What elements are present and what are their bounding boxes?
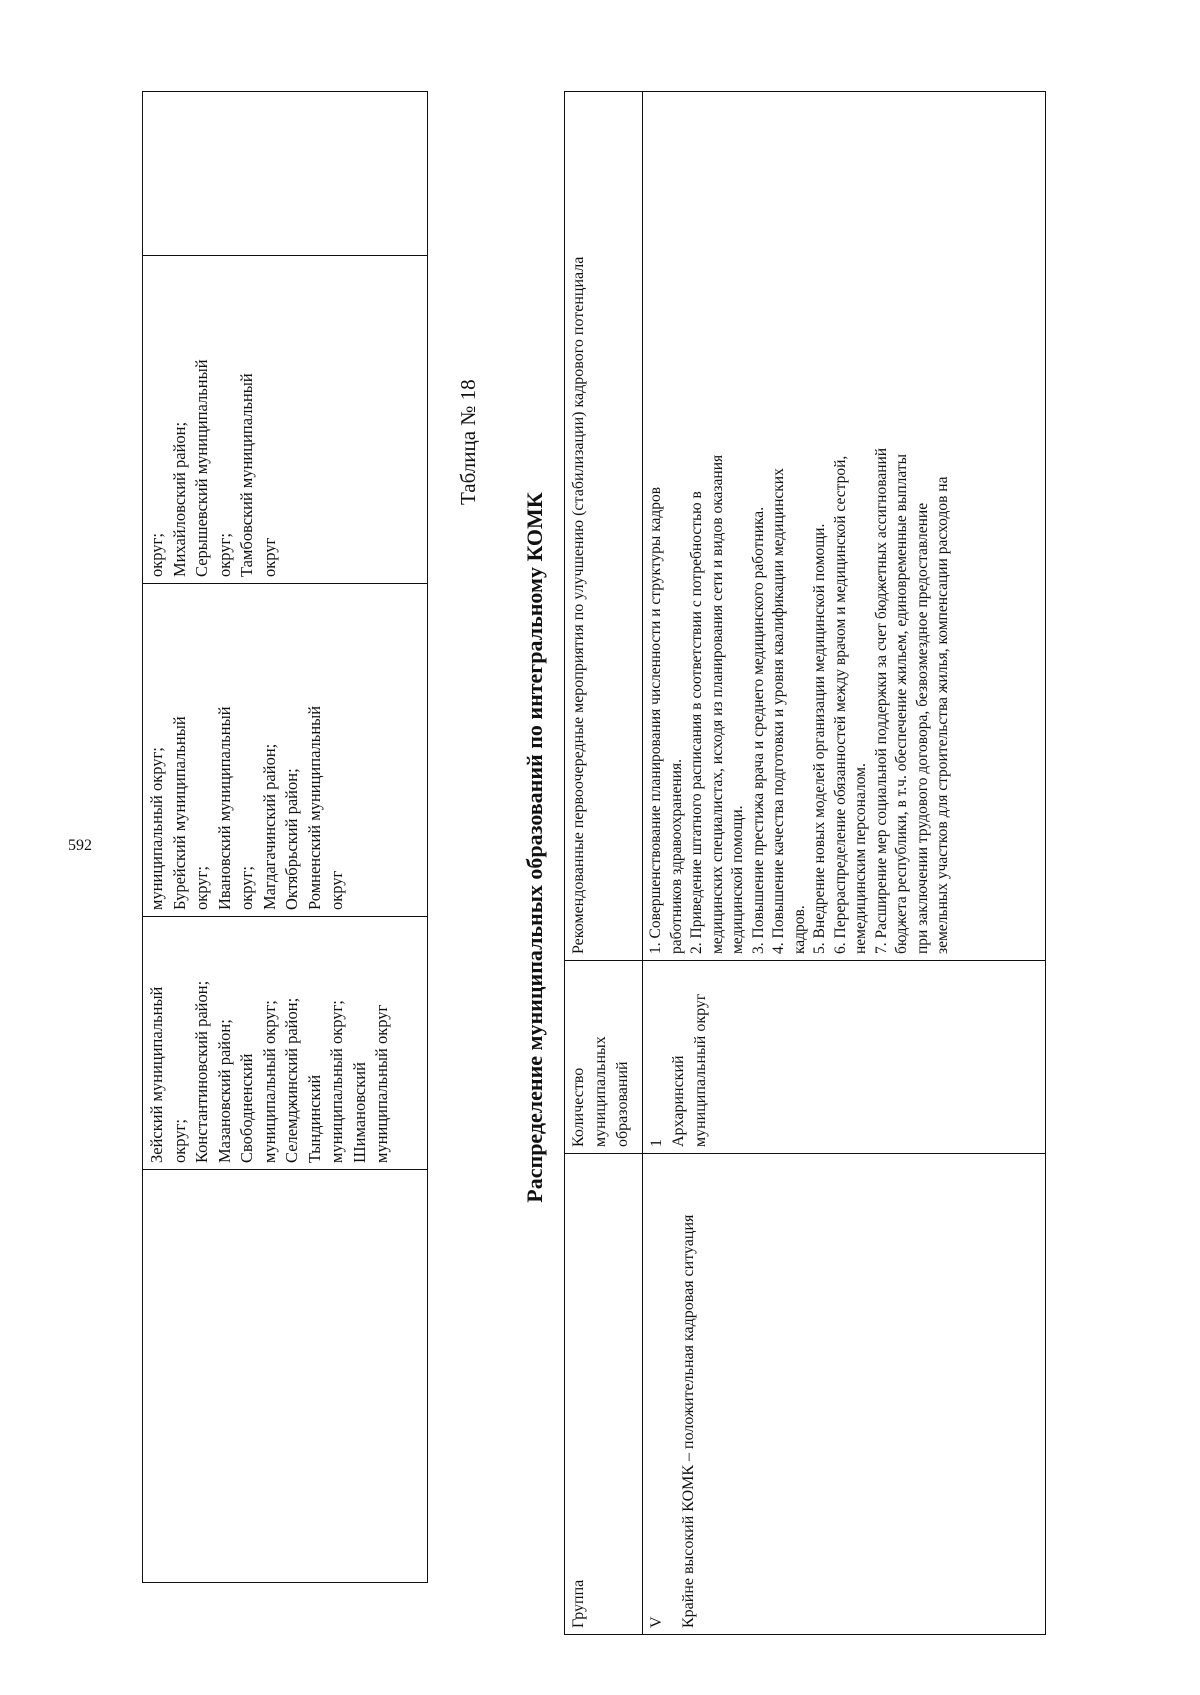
measure-line: при заключении трудового договора, безвозмездное предоставление xyxy=(913,502,931,954)
measure-line: медицинских специалистах, исходя из планирования сети и видов оказания xyxy=(708,454,726,954)
cell-line: Зейский муниципальный xyxy=(147,986,166,1163)
continuation-row xyxy=(143,92,428,1583)
measure-line: 1. Совершенствование планирования численности и структуры кадров xyxy=(647,486,664,954)
continuation-cell-group xyxy=(143,1170,428,1583)
cell-line: округ xyxy=(327,870,346,910)
group-description: Крайне высокий КОМК – положительная кадровая ситуация xyxy=(680,1214,697,1628)
measure-line: немедицинским персоналом. xyxy=(852,763,869,954)
measure-line: работников здравоохранения. xyxy=(667,759,685,954)
count-value: 1 xyxy=(648,1139,665,1147)
continuation-cell-col4 xyxy=(143,256,428,584)
cell-line: Октябрьский район; xyxy=(282,768,301,910)
cell-line: Ивановский муниципальный xyxy=(214,706,234,910)
measure-line: 7. Расширение мер социальной поддержки за счет бюджетных ассигнований xyxy=(872,447,890,954)
measure-line: земельных участков для строительства жилья, компенсации расходов на xyxy=(934,476,951,954)
continuation-cell-col3 xyxy=(143,584,428,917)
measure-line: 2. Приведение штатного расписания в соответствии с потребностью в xyxy=(688,491,705,954)
measure-line: кадров. xyxy=(790,905,808,954)
cell-count xyxy=(643,961,1046,1154)
group-code: V xyxy=(648,1616,665,1628)
cell-line: Михайловский район; xyxy=(169,421,189,577)
komk-table xyxy=(564,91,1046,1635)
cell-line: Ромненский муниципальный xyxy=(304,705,324,910)
measure-line: медицинской помощи. xyxy=(729,805,746,954)
table-number: Таблица № 18 xyxy=(456,379,480,505)
cell-line: муниципальный округ; xyxy=(147,747,166,910)
cell-line: Свободненский xyxy=(237,1053,256,1163)
cell-line: Тындинский xyxy=(304,1074,324,1163)
continuation-cell-col5 xyxy=(143,92,428,256)
measure-line: 3. Повышение престижа врача и среднего медицинского работника. xyxy=(749,506,767,954)
cell-line: Тамбовский муниципальный xyxy=(237,373,256,577)
header-measures: Рекомендованные первоочередные мероприятия по улучшению (стабилизации) кадрового потенциала xyxy=(565,92,643,961)
measure-line: бюджета республики, в т.ч. обеспечение жильем, единовременные выплаты xyxy=(893,453,910,954)
cell-line: муниципальный округ; xyxy=(327,1000,346,1163)
count-names: Архаринский муниципальный округ xyxy=(670,993,709,1147)
measure-line: 5. Внедрение новых моделей организации медицинской помощи. xyxy=(811,523,828,954)
cell-line: округ; xyxy=(169,1119,189,1163)
cell-line: Селемджинский район; xyxy=(282,997,301,1163)
measure-line: 6. Перераспределение обязанностей между врачом и медицинской сестрой, xyxy=(831,455,849,954)
table-row xyxy=(643,92,1046,1635)
header-count: Количество муниципальных образований xyxy=(565,961,643,1154)
header-group: Группа xyxy=(565,1154,643,1635)
cell-line: Серышевский муниципальный xyxy=(192,359,211,577)
cell-line: Константиновский район; xyxy=(192,980,211,1163)
page-number: 592 xyxy=(68,837,92,854)
table-header-row xyxy=(565,92,643,1635)
cell-measures xyxy=(643,92,1046,961)
measure-line: 4. Повышение качества подготовки и уровня квалификации медицинских xyxy=(770,468,787,954)
cell-line: округ xyxy=(259,537,279,577)
cell-line: округ; xyxy=(192,866,211,910)
table-title: Распределение муниципальных образований по интегральному КОМК xyxy=(522,492,547,1203)
cell-line: муниципальный округ; xyxy=(259,1000,279,1163)
cell-line: округ; xyxy=(237,866,256,910)
cell-line: Бурейский муниципальный xyxy=(169,716,189,910)
cell-line: Шимановский xyxy=(349,1062,369,1163)
cell-line: округ; xyxy=(214,533,234,577)
cell-line: Мазановский район; xyxy=(214,1019,234,1163)
cell-line: Магдагачинский район; xyxy=(259,743,279,910)
cell-line: муниципальный округ xyxy=(372,1004,391,1163)
cell-line: округ; xyxy=(147,533,166,577)
continuation-table xyxy=(142,91,428,1583)
cell-group xyxy=(643,1154,1046,1635)
continuation-cell-col2 xyxy=(143,917,428,1170)
